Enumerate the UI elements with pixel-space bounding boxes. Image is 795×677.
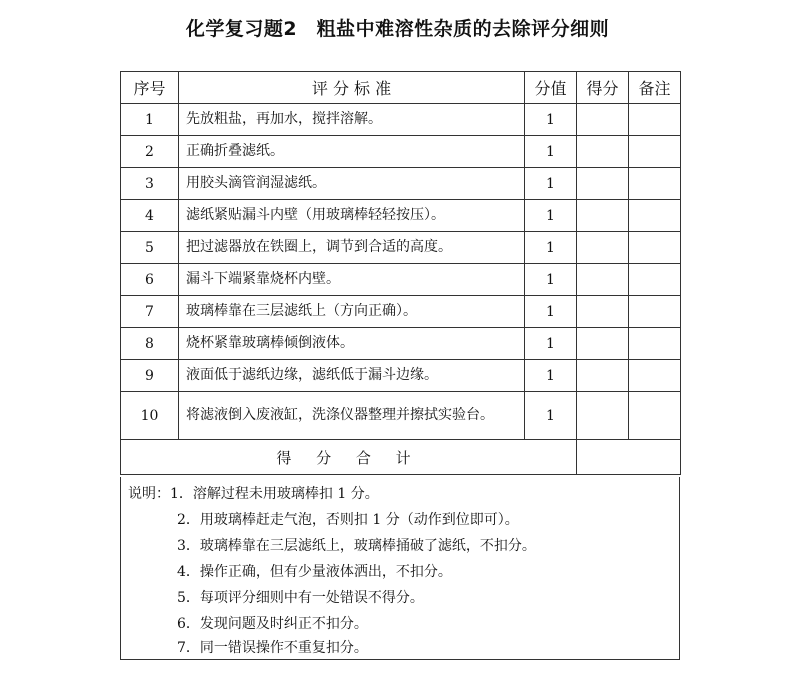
row-criterion: 把过滤器放在铁圈上，调节到合适的高度。 [179,232,525,264]
row-criterion: 玻璃棒靠在三层滤纸上（方向正确）。 [179,296,525,328]
scoring-table [120,71,681,475]
remark-cell[interactable] [629,104,681,136]
total-label: 得 分 合 计 [121,440,577,475]
notes-section [120,477,680,660]
table-row [121,232,681,264]
row-criterion: 液面低于滤纸边缘，滤纸低于漏斗边缘。 [179,360,525,392]
total-row [121,440,681,475]
remark-cell[interactable] [629,360,681,392]
obtained-cell[interactable] [577,264,629,296]
row-score: 1 [525,136,577,168]
note-item: 2．用玻璃棒赶走气泡，否则扣 1 分（动作到位即可）。 [177,512,519,528]
obtained-cell[interactable] [577,392,629,440]
header-remark: 备注 [629,72,681,104]
table-row [121,360,681,392]
obtained-cell[interactable] [577,136,629,168]
remark-cell[interactable] [629,392,681,440]
note-item: 7．同一错误操作不重复扣分。 [177,640,368,656]
header-obtained: 得分 [577,72,629,104]
table-row [121,200,681,232]
row-score: 1 [525,168,577,200]
row-criterion: 用胶头滴管润湿滤纸。 [179,168,525,200]
remark-cell[interactable] [629,136,681,168]
row-number: 6 [121,264,179,296]
row-score: 1 [525,328,577,360]
remark-cell[interactable] [629,200,681,232]
remark-cell[interactable] [629,296,681,328]
row-criterion: 先放粗盐，再加水，搅拌溶解。 [179,104,525,136]
row-number: 3 [121,168,179,200]
notes-prefix: 说明： [128,486,170,502]
obtained-cell[interactable] [577,232,629,264]
header-seq: 序号 [121,72,179,104]
obtained-cell[interactable] [577,104,629,136]
header-score: 分值 [525,72,577,104]
row-number: 4 [121,200,179,232]
table-row [121,168,681,200]
row-number: 9 [121,360,179,392]
table-row [121,296,681,328]
row-number: 8 [121,328,179,360]
row-criterion: 将滤液倒入废液缸，洗涤仪器整理并擦拭实验台。 [179,392,525,440]
row-score: 1 [525,264,577,296]
row-number: 1 [121,104,179,136]
row-score: 1 [525,392,577,440]
table-row [121,328,681,360]
row-score: 1 [525,296,577,328]
remark-cell[interactable] [629,168,681,200]
remark-cell[interactable] [629,232,681,264]
row-number: 2 [121,136,179,168]
row-number: 10 [121,392,179,440]
row-score: 1 [525,360,577,392]
note-item: 5．每项评分细则中有一处错误不得分。 [177,590,424,606]
note-item: 3．玻璃棒靠在三层滤纸上，玻璃棒捅破了滤纸，不扣分。 [177,538,536,554]
remark-cell[interactable] [629,328,681,360]
table-row [121,104,681,136]
row-score: 1 [525,232,577,264]
row-criterion: 正确折叠滤纸。 [179,136,525,168]
table-row [121,264,681,296]
row-criterion: 漏斗下端紧靠烧杯内壁。 [179,264,525,296]
table-header-row [121,72,681,104]
remark-cell[interactable] [629,264,681,296]
obtained-cell[interactable] [577,360,629,392]
table-row [121,136,681,168]
row-number: 5 [121,232,179,264]
obtained-cell[interactable] [577,296,629,328]
page-title: 化学复习题2 粗盐中难溶性杂质的去除评分细则 [185,18,610,40]
row-score: 1 [525,104,577,136]
obtained-cell[interactable] [577,328,629,360]
obtained-cell[interactable] [577,168,629,200]
note-item: 6．发现问题及时纠正不扣分。 [177,616,368,632]
total-score-cell[interactable] [577,440,681,475]
header-criteria: 评 分 标 准 [179,72,525,104]
row-score: 1 [525,200,577,232]
row-criterion: 滤纸紧贴漏斗内壁（用玻璃棒轻轻按压）。 [179,200,525,232]
note-item: 4．操作正确，但有少量液体洒出，不扣分。 [177,564,452,580]
row-criterion: 烧杯紧靠玻璃棒倾倒液体。 [179,328,525,360]
table-row [121,392,681,440]
note-item: 1．溶解过程未用玻璃棒扣 1 分。 [170,486,379,502]
obtained-cell[interactable] [577,200,629,232]
row-number: 7 [121,296,179,328]
